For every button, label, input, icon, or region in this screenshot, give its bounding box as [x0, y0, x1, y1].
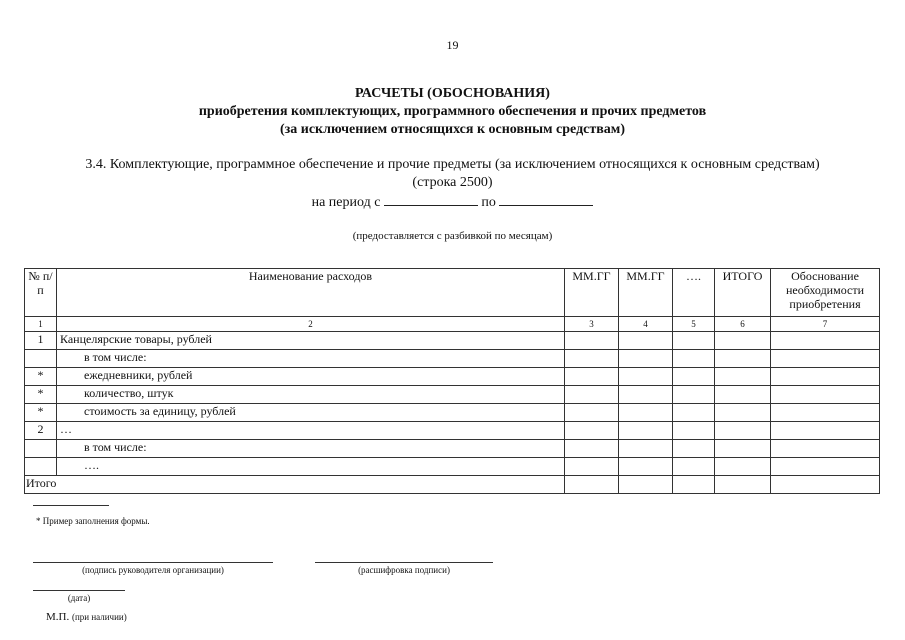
table-cell[interactable]: [715, 440, 771, 458]
table-cell[interactable]: [715, 476, 771, 494]
table-header-row: [25, 269, 880, 317]
table-cell[interactable]: [565, 422, 619, 440]
table-cell[interactable]: [771, 386, 880, 404]
table-cell[interactable]: [565, 458, 619, 476]
column-number: 5: [673, 317, 715, 332]
table-cell[interactable]: [619, 350, 673, 368]
row-name: ежедневники, рублей: [57, 368, 565, 386]
table-row: [25, 386, 880, 404]
section-heading: 3.4. Комплектующие, программное обеспечение и прочие предметы (за исключением относящихся к основным средствам): [85, 157, 820, 172]
row-name: количество, штук: [57, 386, 565, 404]
table-row: [25, 422, 880, 440]
table-cell[interactable]: [673, 440, 715, 458]
table-cell[interactable]: [771, 458, 880, 476]
signature-decode-line[interactable]: [315, 562, 493, 563]
head-signature-caption: (подпись руководителя организации): [82, 565, 224, 575]
table-cell[interactable]: [619, 422, 673, 440]
table-cell[interactable]: [673, 404, 715, 422]
table-cell[interactable]: [619, 440, 673, 458]
table-cell[interactable]: [771, 368, 880, 386]
table-cell[interactable]: [715, 386, 771, 404]
period-to-label: по: [481, 195, 496, 210]
table-cell[interactable]: [565, 440, 619, 458]
table-cell[interactable]: [771, 440, 880, 458]
table-cell[interactable]: [619, 458, 673, 476]
table-row: [25, 350, 880, 368]
table-cell[interactable]: [771, 404, 880, 422]
table-cell[interactable]: [673, 386, 715, 404]
table-cell[interactable]: [673, 350, 715, 368]
row-number: *: [25, 368, 57, 386]
table-cell[interactable]: [715, 404, 771, 422]
form-subtitle-2: (за исключением относящихся к основным средствам): [279, 122, 626, 137]
column-number: 6: [715, 317, 771, 332]
table-cell[interactable]: [715, 332, 771, 350]
row-number: *: [25, 404, 57, 422]
table-cell[interactable]: [771, 422, 880, 440]
row-name: ….: [57, 458, 565, 476]
expense-table: [24, 268, 880, 494]
date-line[interactable]: [33, 590, 125, 591]
header-month-2: ММ.ГГ: [619, 269, 673, 317]
row-name: в том числе:: [57, 350, 565, 368]
row-number: *: [25, 386, 57, 404]
period-to-field[interactable]: [499, 193, 593, 206]
header-month-1: ММ.ГГ: [565, 269, 619, 317]
monthly-note: (предоставляется с разбивкой по месяцам): [352, 230, 553, 242]
head-signature-line[interactable]: [33, 562, 273, 563]
column-number: 3: [565, 317, 619, 332]
table-row: [25, 440, 880, 458]
period-from-field[interactable]: [384, 193, 478, 206]
header-justification: Обоснование необходимости приобретения: [771, 269, 880, 317]
row-number: [25, 440, 57, 458]
total-row: [25, 476, 880, 494]
section-line-reference: (строка 2500): [412, 175, 493, 190]
table-cell[interactable]: [619, 368, 673, 386]
table-cell[interactable]: [565, 368, 619, 386]
table-row: [25, 332, 880, 350]
table-cell[interactable]: [565, 476, 619, 494]
row-name: в том числе:: [57, 440, 565, 458]
table-row: [25, 404, 880, 422]
total-label: Итого: [25, 476, 565, 494]
table-cell[interactable]: [673, 368, 715, 386]
header-name: Наименование расходов: [57, 269, 565, 317]
column-number: 1: [25, 317, 57, 332]
row-number: 1: [25, 332, 57, 350]
signature-decode-caption: (расшифровка подписи): [358, 565, 450, 575]
header-total: ИТОГО: [715, 269, 771, 317]
footnote: * Пример заполнения формы.: [36, 516, 150, 526]
table-cell[interactable]: [565, 350, 619, 368]
column-number-row: [25, 317, 880, 332]
form-title: РАСЧЕТЫ (ОБОСНОВАНИЯ): [355, 86, 550, 101]
table-cell[interactable]: [673, 332, 715, 350]
table-cell[interactable]: [565, 404, 619, 422]
table-cell[interactable]: [771, 332, 880, 350]
table-cell[interactable]: [565, 386, 619, 404]
table-cell[interactable]: [715, 350, 771, 368]
column-number: 7: [771, 317, 880, 332]
form-subtitle-1: приобретения комплектующих, программного обеспечения и прочих предметов: [198, 104, 707, 119]
table-cell[interactable]: [673, 476, 715, 494]
row-number: [25, 458, 57, 476]
table-cell[interactable]: [771, 350, 880, 368]
period-from-label: на период с: [311, 195, 381, 210]
footnote-divider: [33, 505, 109, 506]
table-cell[interactable]: [619, 386, 673, 404]
table-row: [25, 368, 880, 386]
row-name: стоимость за единицу, рублей: [57, 404, 565, 422]
table-cell[interactable]: [673, 422, 715, 440]
row-number: 2: [25, 422, 57, 440]
header-no: № п/п: [25, 269, 57, 317]
table-cell[interactable]: [771, 476, 880, 494]
header-ellipsis: ….: [673, 269, 715, 317]
table-cell[interactable]: [715, 422, 771, 440]
row-name: Канцелярские товары, рублей: [57, 332, 565, 350]
period-line: [0, 193, 905, 211]
table-cell[interactable]: [565, 332, 619, 350]
column-number: 2: [57, 317, 565, 332]
table-cell[interactable]: [619, 404, 673, 422]
table-cell[interactable]: [619, 332, 673, 350]
table-cell[interactable]: [715, 458, 771, 476]
table-row: [25, 458, 880, 476]
table-cell[interactable]: [715, 368, 771, 386]
table-cell[interactable]: [673, 458, 715, 476]
column-number: 4: [619, 317, 673, 332]
stamp-placeholder: [46, 611, 127, 623]
row-number: [25, 350, 57, 368]
row-name: …: [57, 422, 565, 440]
page-number: 19: [446, 38, 459, 52]
stamp-note: (при наличии): [71, 612, 127, 622]
date-caption: (дата): [67, 593, 91, 603]
table-cell[interactable]: [619, 476, 673, 494]
stamp-label: М.П.: [46, 611, 70, 623]
